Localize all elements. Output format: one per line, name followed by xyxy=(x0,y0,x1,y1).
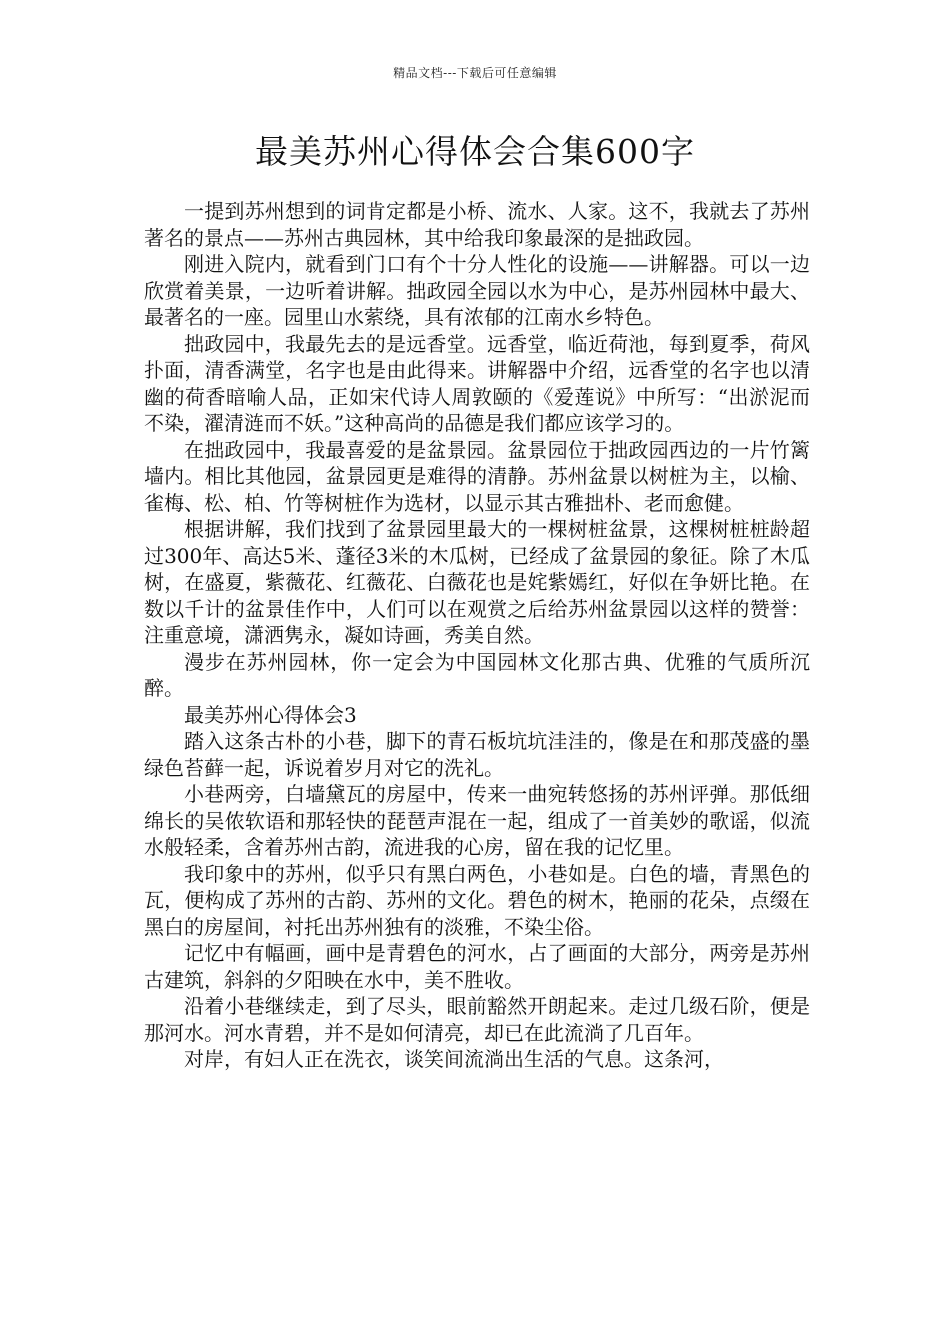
page-header: 精品文档---下载后可任意编辑 xyxy=(393,66,557,80)
paragraph: 踏入这条古朴的小巷，脚下的青石板坑坑洼洼的，像是在和那茂盛的墨绿色苔藓一起，诉说着岁月对它的洗礼。 xyxy=(144,729,810,780)
paragraph: 我印象中的苏州，似乎只有黑白两色，小巷如是。白色的墙，青黑色的瓦，便构成了苏州的古韵、苏州的文化。碧色的树木，艳丽的花朵，点缀在黑白的房屋间，衬托出苏州独有的淡雅，不染尘俗。 xyxy=(144,861,810,939)
paragraph: 小巷两旁，白墙黛瓦的房屋中，传来一曲宛转悠扬的苏州评弹。那低细绵长的吴侬软语和那轻快的琵琶声混在一起，组成了一首美妙的歌谣，似流水般轻柔，含着苏州古韵，流进我的心房，留在我的记忆里。 xyxy=(144,782,810,859)
paragraph: 根据讲解，我们找到了盆景园里最大的一棵树桩盆景，这棵树桩桩龄超过300年、高达5米、蓬径3米的木瓜树，已经成了盆景园的象征。除了木瓜树，在盛夏，紫薇花、红薇花、白薇花也是姹紫嫣红，好似在争妍比艳。在数以千计的盆景佳作中，人们可以在观赏之后给苏州盆景园以这样的赞誉：注重意境，潇洒隽永，凝如诗画，秀美自然。 xyxy=(144,517,810,647)
paragraph: 一提到苏州想到的词肯定都是小桥、流水、人家。这不，我就去了苏州著名的景点——苏州古典园林，其中给我印象最深的是拙政园。 xyxy=(144,199,810,250)
paragraph: 刚进入院内，就看到门口有个十分人性化的设施——讲解器。可以一边欣赏着美景，一边听着讲解。拙政园全园以水为中心，是苏州园林中最大、最著名的一座。园里山水萦绕，具有浓郁的江南水乡特色。 xyxy=(144,252,810,329)
paragraph: 拙政园中，我最先去的是远香堂。远香堂，临近荷池，每到夏季，荷风扑面，清香满堂，名字也是由此得来。讲解器中介绍，远香堂的名字也以清幽的荷香暗喻人品，正如宋代诗人周敦颐的《爱莲说》中所写：“出淤泥而不染，濯清涟而不妖。”这种高尚的品德是我们都应该学习的。 xyxy=(144,331,810,435)
paragraph: 沿着小巷继续走，到了尽头，眼前豁然开朗起来。走过几级石阶，便是那河水。河水青碧，并不是如何清亮，却已在此流淌了几百年。 xyxy=(144,994,810,1045)
paragraph: 对岸，有妇人正在洗衣，谈笑间流淌出生活的气息。这条河， xyxy=(184,1047,724,1071)
paragraph: 记忆中有幅画，画中是青碧色的河水，占了画面的大部分，两旁是苏州古建筑，斜斜的夕阳映在水中，美不胜收。 xyxy=(144,941,810,992)
paragraph: 在拙政园中，我最喜爱的是盆景园。盆景园位于拙政园西边的一片竹篱墙内。相比其他园，盆景园更是难得的清静。苏州盆景以树桩为主，以榆、雀梅、松、柏、竹等树桩作为选材，以显示其古雅拙朴、老而愈健。 xyxy=(144,437,810,515)
paragraph: 漫步在苏州园林，你一定会为中国园林文化那古典、优雅的气质所沉醉。 xyxy=(144,649,810,700)
document-title: 最美苏州心得体会合集600字 xyxy=(255,132,695,171)
section-heading: 最美苏州心得体会3 xyxy=(184,702,357,727)
document-body xyxy=(144,198,810,1073)
